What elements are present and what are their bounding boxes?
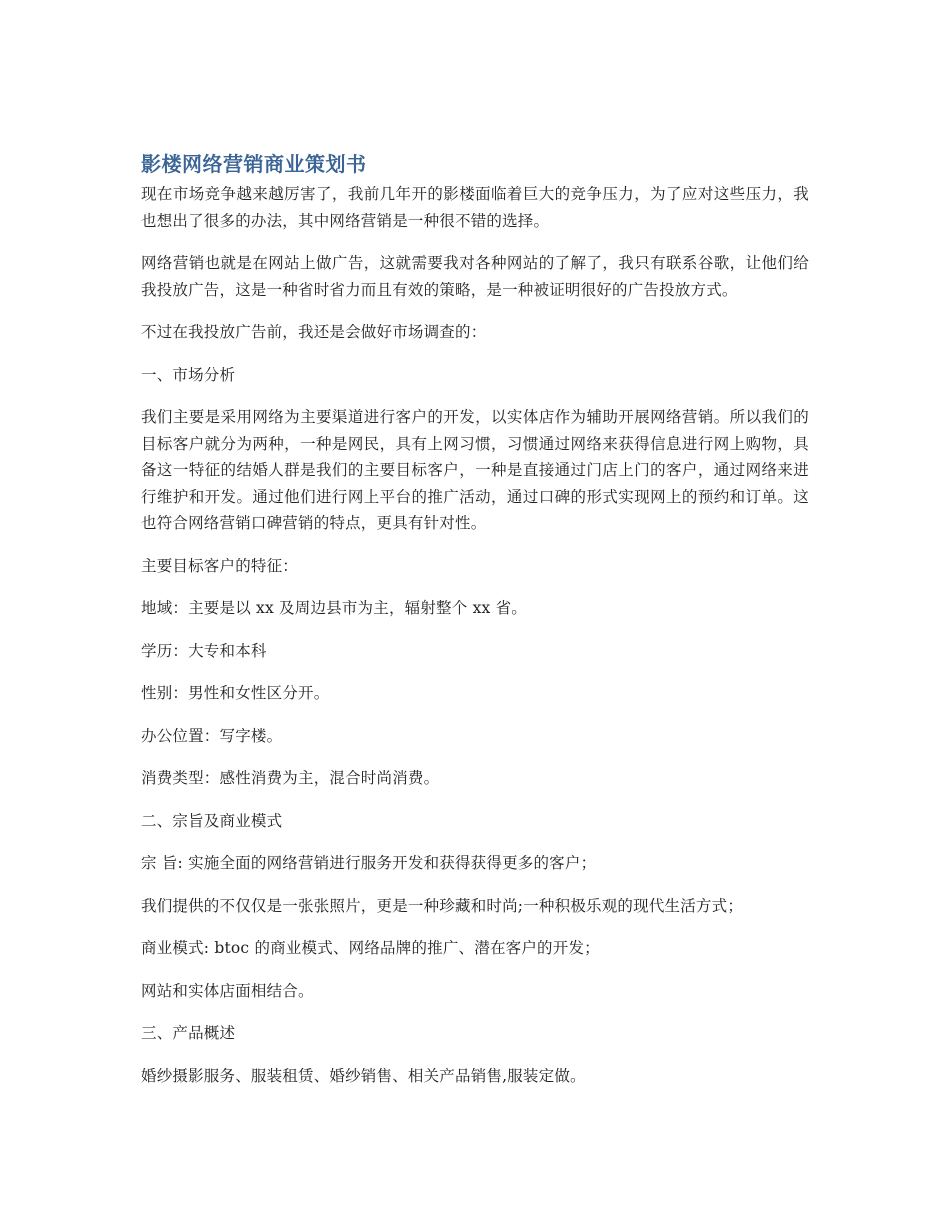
paragraph-network-marketing: 网络营销也就是在网站上做广告，这就需要我对各种网站的了解了，我只有联系谷歌，让他们给我投放广告，这是一种省时省力而且有效的策略，是一种被证明很好的广告投放方式。: [141, 254, 809, 299]
paragraph-consumption-type: 消费类型：感性消费为主，混合时尚消费。: [141, 769, 440, 787]
paragraph-education: 学历：大专和本科: [141, 641, 267, 660]
paragraph-intro: 现在市场竞争越来越厉害了，我前几年开的影楼面临着巨大的竞争压力，为了应对这些压力，我也想出了很多的办法，其中网络营销是一种很不错的选择。: [141, 185, 809, 230]
paragraph-online-offline: 网站和实体店面相结合。: [141, 981, 314, 1000]
section-heading-purpose-business-model: 二、宗旨及商业模式: [141, 811, 283, 830]
paragraph-office-location: 办公位置：写字楼。: [141, 726, 283, 745]
paragraph-target-customers: 我们主要是采用网络为主要渠道进行客户的开发，以实体店作为辅助开展网络营销。所以我们的目标客户就分为两种，一种是网民，具有上网习惯，习惯通过网络来获得信息进行网上购物，具备这一特征的结婚人群是我们的主要目标客户，一种是直接通过门店上门的客户，通过网络来进行维护和开发。通过他们进行网上平台的推广活动，通过口碑的形式实现网上的预约和订单。这也符合网络营销口碑营销的特点，更具有针对性。: [141, 408, 809, 532]
paragraph-market-survey: 不过在我投放广告前，我还是会做好市场调查的：: [141, 323, 487, 341]
section-heading-product-overview: 三、产品概述: [141, 1024, 236, 1042]
document-page: [141, 150, 809, 1105]
paragraph-customer-features: 主要目标客户的特征：: [141, 556, 299, 575]
paragraph-gender: 性别：男性和女性区分开。: [141, 684, 330, 702]
paragraph-products: 婚纱摄影服务、服装租赁、婚纱销售、相关产品销售,服装定做。: [141, 1066, 586, 1085]
document-title: 影楼网络营销商业策划书: [141, 152, 367, 176]
section-heading-market-analysis: 一、市场分析: [141, 365, 236, 384]
paragraph-purpose: 宗 旨: 实施全面的网络营销进行服务开发和获得获得更多的客户；: [141, 854, 597, 872]
paragraph-offering: 我们提供的不仅仅是一张张照片，更是一种珍藏和时尚;一种积极乐观的现代生活方式；: [141, 896, 744, 915]
paragraph-business-model: 商业模式: btoc 的商业模式、网络品牌的推广、潜在客户的开发；: [141, 939, 600, 957]
paragraph-region: 地域：主要是以 xx 及周边县市为主，辐射整个 xx 省。: [141, 599, 527, 617]
